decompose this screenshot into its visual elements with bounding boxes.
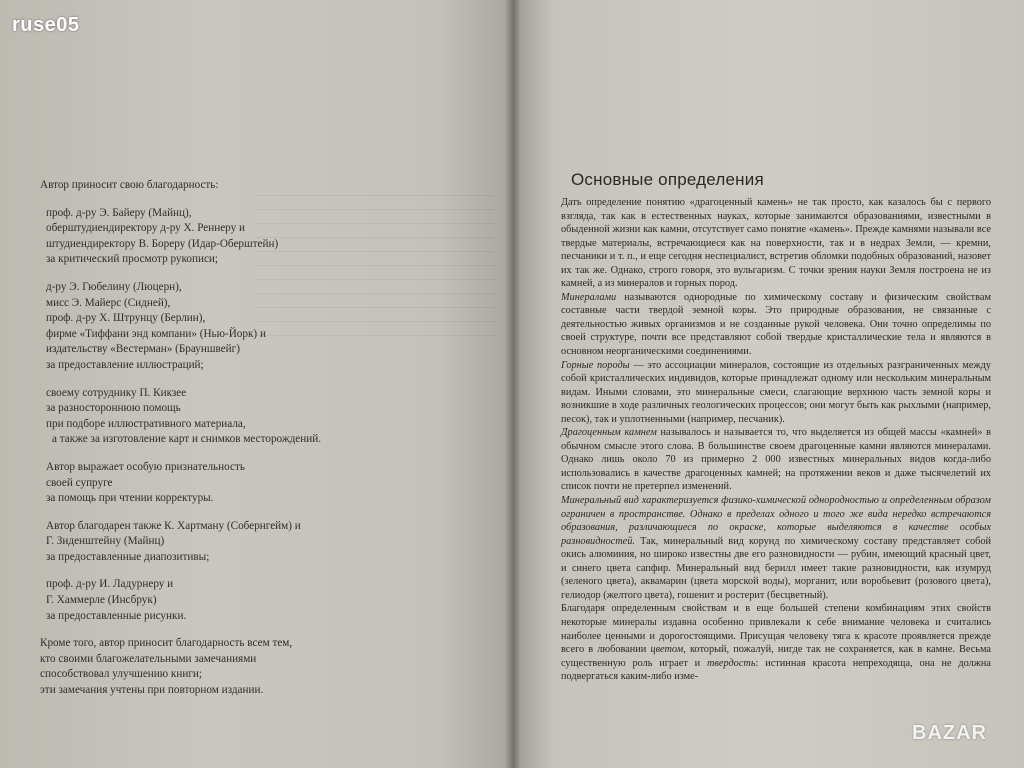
ack-line: Г. Хаммерле (Инсбрук) [46,594,157,607]
ack-line: за критический просмотр рукописи; [46,253,219,266]
acknowledgements [40,178,480,699]
bazar-logo: BAZAR [912,722,987,744]
ack-line: Автор благодарен также К. Хартману (Собернгейм) и [46,519,301,532]
ack-line: штудиендиректору В. Бореру (Идар-Оберштейн) [46,237,279,250]
term-hardness: твердость [706,657,756,669]
ack-line: за предоставленные рисунки. [46,609,187,622]
ack-line: за помощь при чтении корректуры. [46,492,214,505]
ack-line: за предоставленные диапозитивы; [46,550,210,563]
ack-line: за предоставление иллюстраций; [46,358,204,371]
paragraph-4-text: называлось и называется то, что выделяется из общей массы «камней» в обычном смысле этого слова. В большинстве своем драгоценные камни являются минералами. Однако лишь около 70 из примерно 2 000 известных минеральных видов когда-либо использовались в качестве драгоценных камней; на протяжении веков и даже тысячелетий их список почти не претерпел изменений. [561,427,991,493]
paragraph-3 [561,359,991,427]
paragraph-6 [561,602,991,683]
ack-line: способствовал улучшению книги; [40,668,203,681]
ack-line: эти замечания учтены при повторном издании. [40,684,264,697]
ack-line: проф. д-ру Э. Байеру (Майнц), [46,206,192,219]
section-title: Основные определения [571,170,764,189]
paragraph-6-text-c: : истинная красота непреходяща, она не должна подвергаться каким-либо изме- [561,657,991,683]
ack-line: Кроме того, автор приносит благодарность всем тем, [40,637,293,650]
book-gutter [505,0,521,768]
paragraph-2-text: называются однородные по химическому составу и физическим свойствам составные части твердой земной коры. Это природные образования, не связанные с деятельностью живых организмов и не созданные рукой человека. Они точно определимы по своей структуре, почти все представляют собой твердые кристаллические тела и являются в основном неорганическими соединениями. [561,291,991,358]
paragraph-5-italic: Минеральный вид характеризуется физико-химической однородностью и определенным образом ограничен в пространстве. Однако в пределах одного и того же вида нередко встречаются образования, различающиеся по окраске, которые выделяются в качестве особых разновидностей. [561,495,991,547]
ack-line: проф. д-ру Х. Штрунцу (Берлин), [46,312,206,325]
ack-line: своей супруге [46,476,113,489]
paragraph-5 [561,494,991,602]
paragraph-2 [561,291,991,359]
ack-line: проф. д-ру И. Ладурнеру и [46,578,174,591]
ack-line: при подборе иллюстративного материала, [46,417,246,430]
paragraph-4 [561,426,991,494]
ack-line: оберштудиендиректору д-ру Х. Реннеру и [46,222,246,235]
ack-line: а также за изготовление карт и снимков месторождений. [52,433,322,446]
body-text [561,196,991,684]
term-color: цветом [650,644,684,656]
ack-line: издательству «Вестерман» (Брауншвейг) [46,343,240,356]
ack-line: своему сотруднику П. Кикзее [46,386,187,399]
ack-line: фирме «Тиффани энд компани» (Нью-Йорк) и [46,327,266,340]
ack-line: д-ру Э. Гюбелину (Люцерн), [46,280,182,293]
ack-line: мисс Э. Майерс (Сидней), [46,296,171,309]
paragraph-5-text: Так, минеральный вид корунд по химическому составу представляет собой окись алюминия, но широко известны две его разновидности — рубин, имеющий красный цвет, и синего цвета сапфир. Минеральный вид берилл имеет такие разновидности, как изумруд (зеленого цвета), аквамарин (цвета морской воды), морганит, или воробьевит (розового цвета), гелиодор (желтого цвета), гошенит и ростерит (бесцветный). [561,535,991,601]
ack-line: кто своими благожелательными замечаниями [40,652,257,665]
ack-line: Автор выражает особую признательность [46,460,245,473]
ack-line: за разностороннюю помощь [46,402,181,415]
watermark-text: ruse05 [12,14,80,36]
paragraph-6-text-b: , который, пожалуй, нигде так не сохраняется, как в камне. Весьма существенную роль играет и [561,644,991,669]
term-gemstone: Драгоценным камнем [561,427,657,439]
term-minerals: Минералами [561,291,617,303]
paragraph-3-text: — это ассоциации минералов, состоящие из отдельных разграниченных между собой кристаллических индивидов, которые принадлежат одному или нескольким минеральным видам. Иными словами, это минеральные смеси, слагающие верхнюю часть земной коры и возникшие в ходе различных геологических процессов; они могут быть как рыхлыми (например, песок), так и уплотненными (например, песчаник). [561,359,991,425]
paragraph-6-text-a: Благодаря определенным свойствам и в еще большей степени комбинациям этих свойств некоторые минералы издавна особенно привлекали к себе внимание человека и считались наиболее ценными и дорогостоящими. Присущая человеку тяга к красоте проявляется прежде всего в любовании [561,603,991,656]
paragraph-1: Дать определение понятию «драгоценный камень» не так просто, как казалось бы с первого взгляда, так как в естественных науках, которые занимаются образованиями, известными в обыденной жизни как камни, отсутствует само понятие «камень». Прежде камнями называли все твердые материалы, встречающиеся как на поверхности, так и в недрах Земли, — кремни, песчаники и т. п., и еще сегодня неспециалист, встретив обломки подобных образований, назовет их так же. Однако, строго говоря, это вульгаризм. С точки зрения науки Земля построена не из камней, а из минералов и горных пород. [561,197,991,290]
term-rocks: Горные породы [561,359,630,371]
ack-line: Г. Зиденштейну (Майнц) [46,535,165,548]
ack-line: Автор приносит свою благодарность: [40,179,219,191]
